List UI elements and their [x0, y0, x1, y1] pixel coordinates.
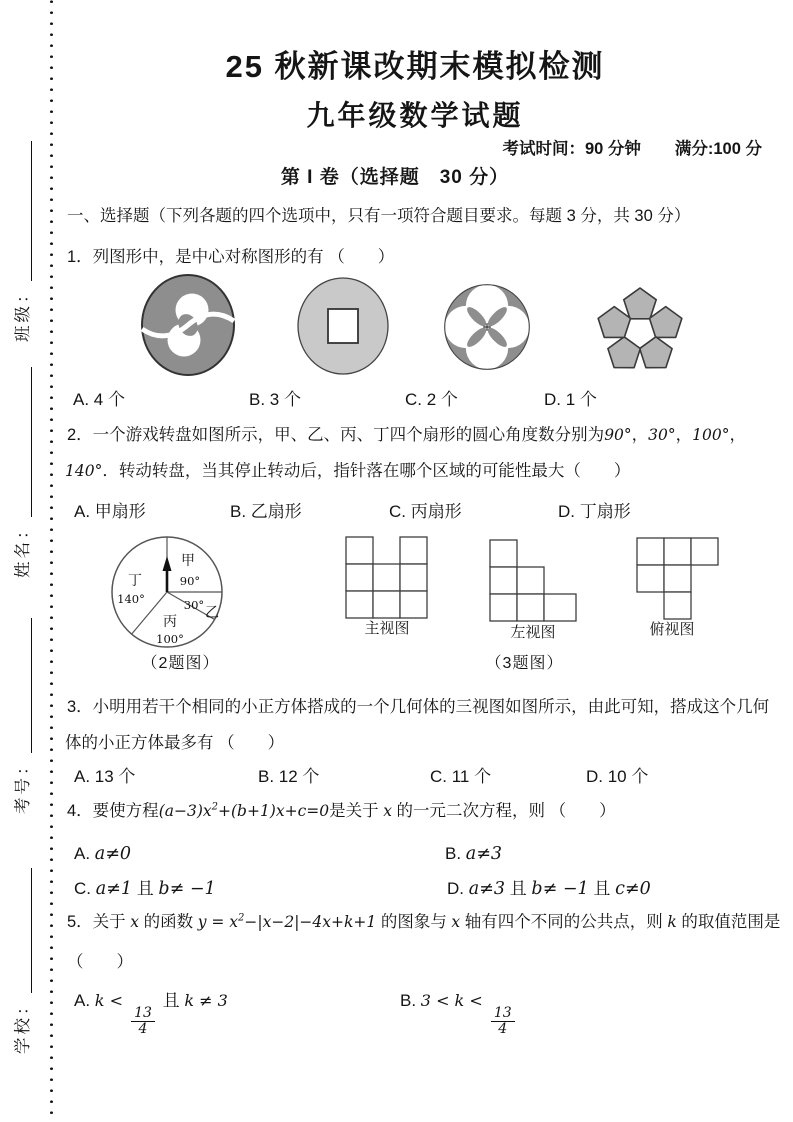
q3-option-c: C. 11 个	[430, 767, 492, 786]
margin-field-school	[9, 869, 33, 1055]
q3-option-b: B. 12 个	[258, 767, 320, 786]
class-blank-line	[15, 142, 32, 282]
q4-option-b: B. a≠3	[445, 844, 503, 864]
q2-option-d: D. 丁扇形	[558, 502, 631, 521]
q1-option-a: A. 4 个	[73, 390, 125, 409]
sector-jia-label: 甲	[181, 552, 195, 568]
q3-stem-line2: 体的小正方体最多有 （ ）	[65, 734, 285, 752]
q2-stem-line2: 140°．转动转盘，当其停止转动后，指针落在哪个区域的可能性最大（ ）	[65, 462, 631, 480]
top-view-label: 俯视图	[649, 621, 695, 638]
front-view-label: 主视图	[364, 620, 410, 637]
q5-option-b: B. 3 < k < $\frac{13}{4}$	[400, 990, 518, 1036]
full-score: 满分:100 分	[674, 140, 762, 158]
name-label: 姓名：	[14, 519, 32, 578]
q4-option-c: C. a≠1 且 b≠ −1	[74, 879, 216, 899]
q1-option-b: B. 3 个	[249, 390, 301, 409]
margin-field-name	[9, 368, 33, 579]
petal-figure	[440, 280, 534, 374]
margin-field-exam-no	[9, 619, 33, 815]
sector-jia-angle: 90°	[179, 574, 201, 588]
q1-option-d: D. 1 个	[544, 390, 597, 409]
swirl-figure	[138, 272, 238, 378]
q2-option-b: B. 乙扇形	[230, 502, 302, 521]
q2-figure-caption: （2题图）	[141, 655, 220, 672]
sector-ding-label: 丁	[128, 572, 142, 588]
q2-option-c: C. 丙扇形	[389, 502, 462, 521]
exam-no-blank-line	[15, 619, 32, 754]
q4-option-d: D. a≠3 且 b≠ −1 且 c≠0	[447, 879, 651, 899]
pentagon-figure	[585, 281, 695, 377]
part1-heading: 一、选择题（下列各题的四个选项中，只有一项符合题目要求。每题 3 分，共 30 分）	[67, 207, 691, 225]
exam-no-label: 考号：	[14, 755, 32, 814]
q3-stem-line1: 3．小明用若干个相同的小正方体搭成的一个几何体的三视图如图所示，由此可知，搭成这个几何	[67, 698, 770, 716]
exam-time: 考试时间：90 分钟	[502, 140, 641, 158]
coin-figure	[295, 276, 391, 376]
section-title: 第 I 卷（选择题 30 分）	[280, 167, 510, 188]
spinner-figure	[106, 531, 228, 653]
left-view-label: 左视图	[510, 624, 556, 641]
sector-yi-label: 乙	[205, 604, 219, 620]
q3-option-d: D. 10 个	[586, 767, 649, 786]
paper-title: 25 秋新课改期末模拟检测	[225, 49, 605, 84]
name-blank-line	[15, 368, 32, 518]
q5-option-a: A. k < $\frac{13}{4}$ 且 k ≠ 3	[74, 991, 228, 1037]
top-view-grid	[636, 537, 720, 621]
sector-bing-angle: 100°	[156, 632, 184, 646]
q1-stem: 1．列图形中，是中心对称图形的有 （ ）	[67, 248, 395, 266]
exam-info	[65, 139, 762, 160]
q2-stem-line1: 2．一个游戏转盘如图所示，甲、乙、丙、丁四个扇形的圆心角度数分别为90°，30°，100°，	[67, 426, 746, 444]
sector-bing-label: 丙	[163, 613, 177, 629]
q3-option-a: A. 13 个	[74, 767, 136, 786]
q3-figure-caption: （3题图）	[485, 655, 564, 672]
q5-stem-line2: （ ）	[67, 953, 133, 971]
sector-yi-angle: 30°	[183, 598, 205, 612]
school-blank-line	[15, 869, 32, 994]
q5-stem: 5．关于 x 的函数 $y = x^2-|x-2|-4x+k+1$ 的图象与 x 轴有四个不同的公共点，则 k 的取值范围是	[67, 912, 781, 931]
q4-stem: 4．要使方程$(a-3)x^2+(b+1)x+c=0$是关于 x 的一元二次方程，则 （ ）	[67, 801, 616, 820]
left-view-grid	[489, 539, 577, 623]
class-label: 班级：	[14, 283, 32, 342]
binding-dotted-line	[50, 0, 53, 1122]
q2-option-a: A. 甲扇形	[74, 502, 146, 521]
sector-ding-angle: 140°	[117, 592, 145, 606]
q1-option-c: C. 2 个	[405, 390, 458, 409]
q4-option-a: A. a≠0	[74, 844, 132, 864]
margin-field-class	[9, 142, 33, 343]
front-view-grid	[345, 536, 429, 620]
school-label: 学校：	[14, 995, 32, 1054]
paper-subtitle: 九年级数学试题	[306, 99, 524, 132]
